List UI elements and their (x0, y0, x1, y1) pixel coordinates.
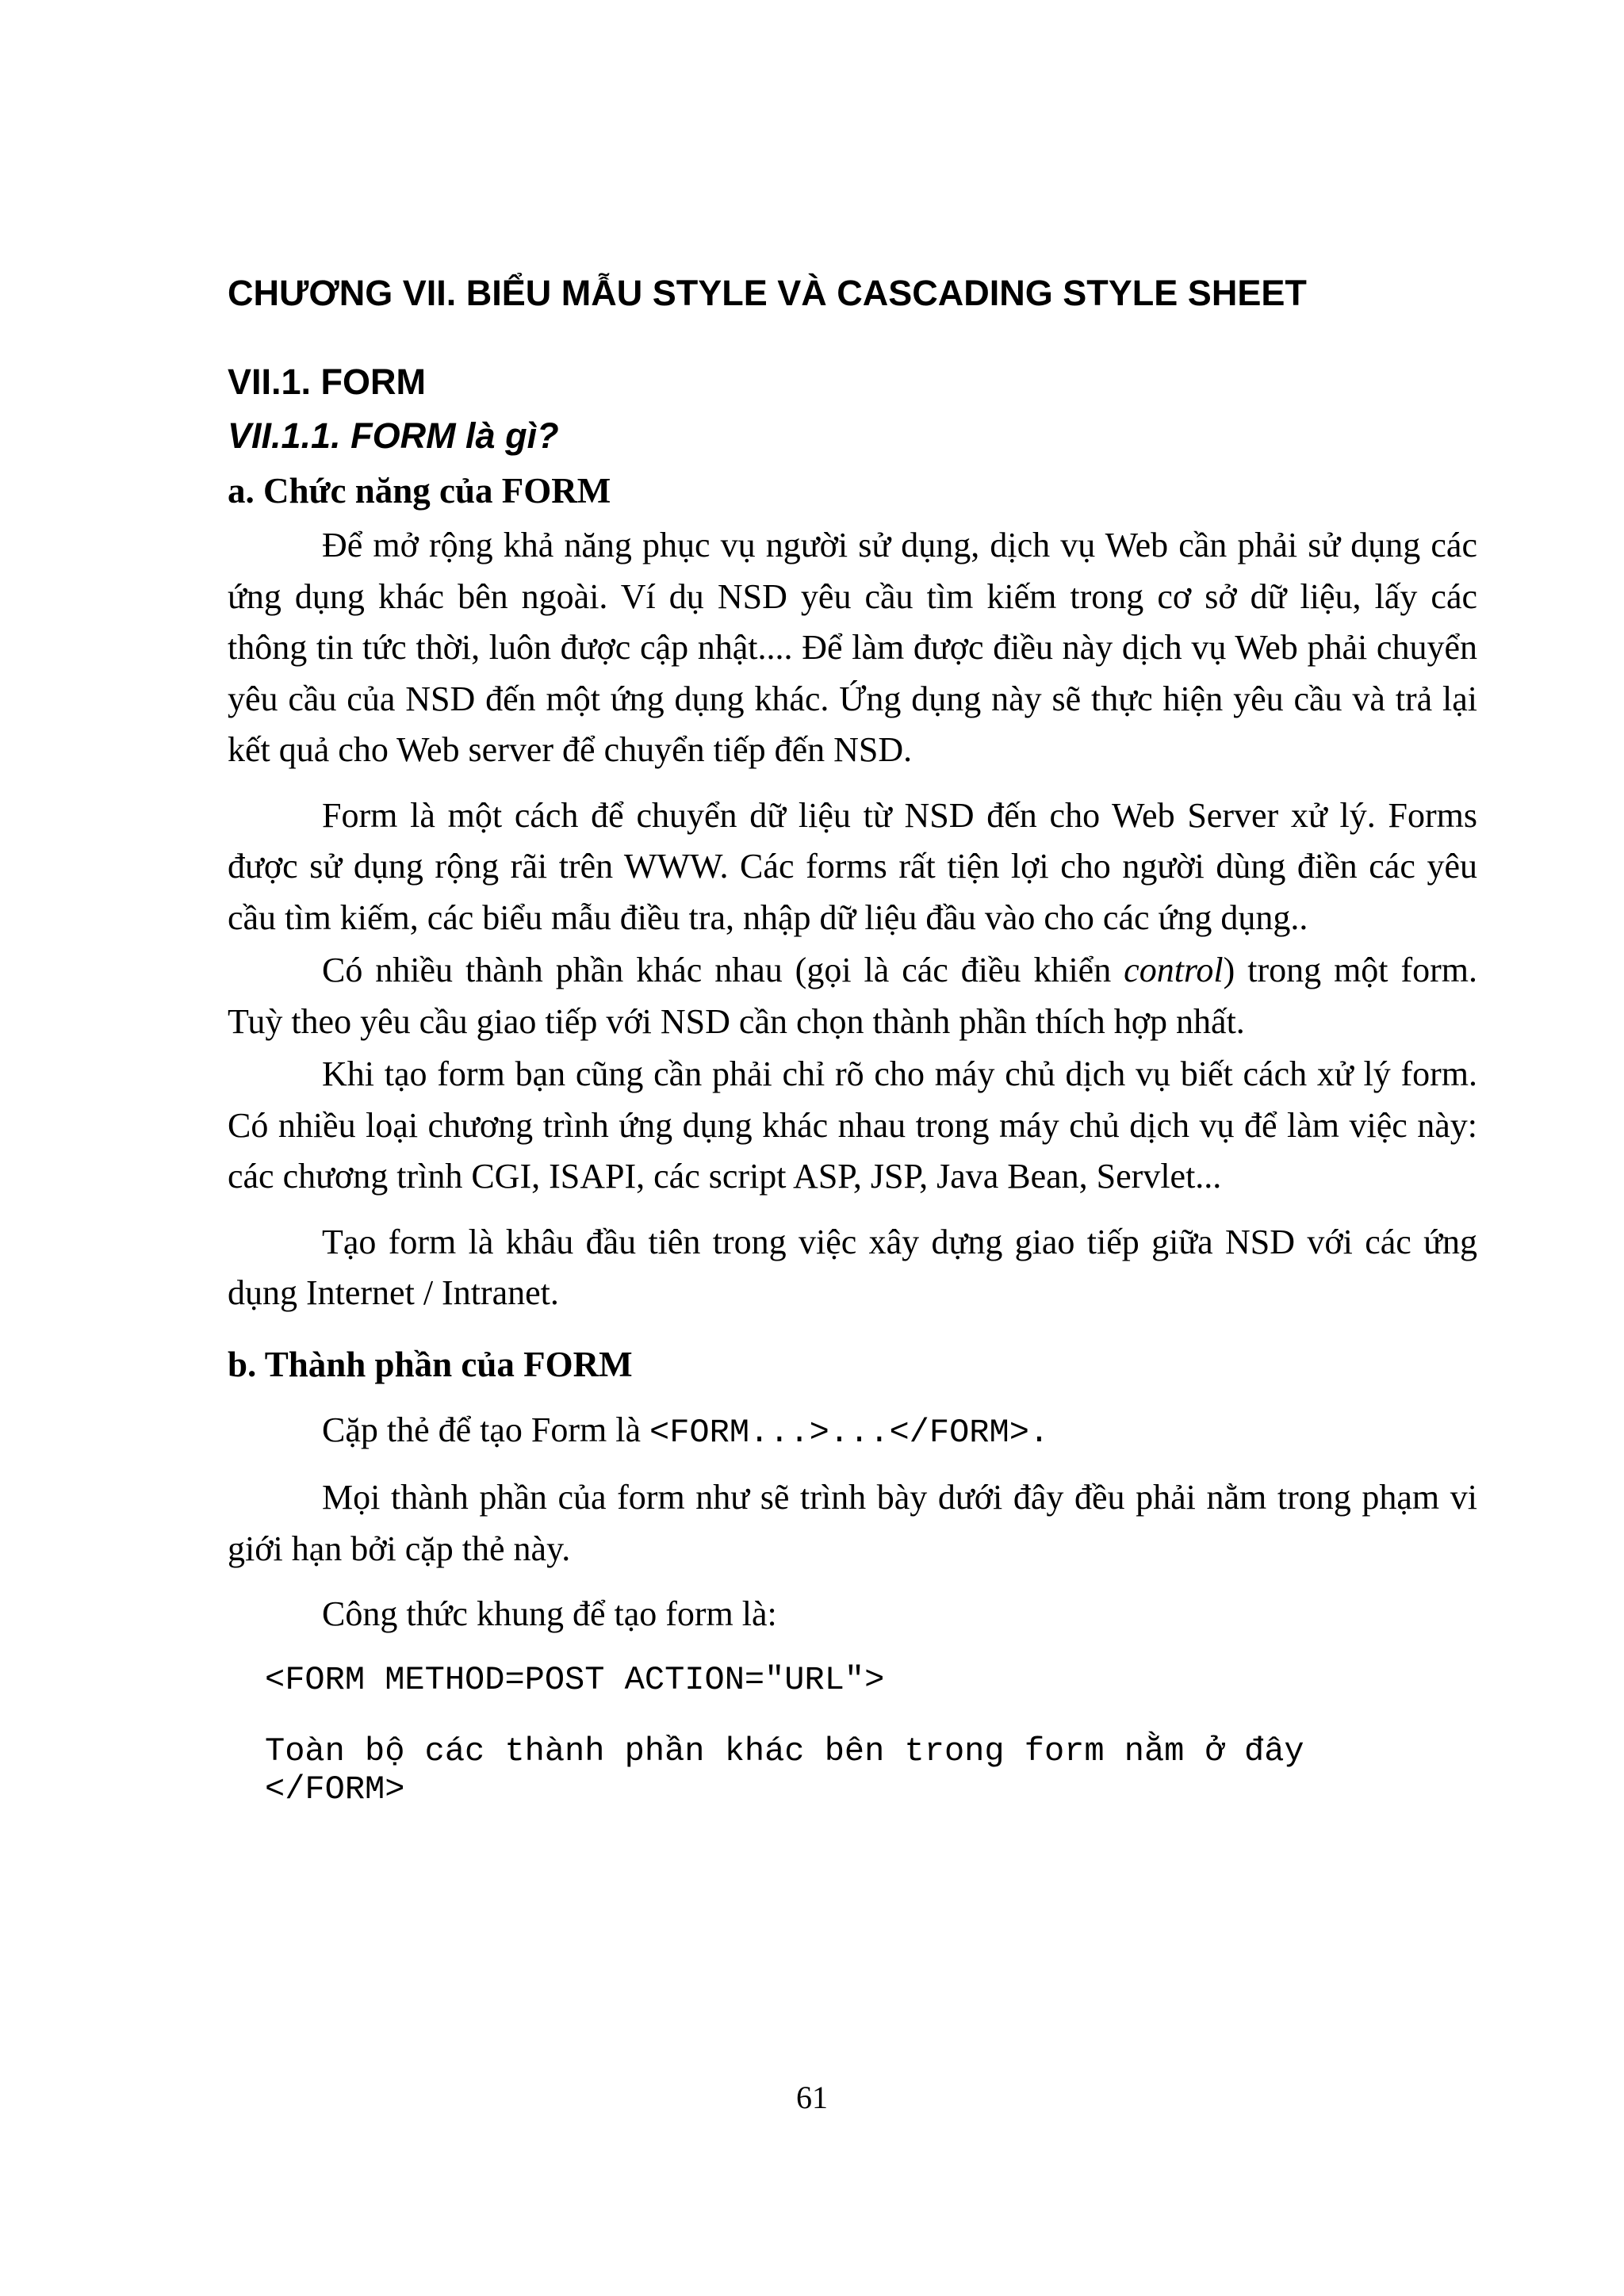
paragraph-form-template-intro: Công thức khung để tạo form là: (322, 1594, 777, 1633)
control-term: control (1124, 951, 1224, 989)
page-number: 61 (796, 2080, 828, 2115)
paragraph-form-tag-pair (228, 1405, 1477, 1459)
paragraph-controls-text-after: ) trong một form. Tuỳ theo yêu cầu giao tiếp với NSD cần chọn thành phần thích hợp nhất. (228, 951, 1478, 1041)
paragraph-form-purpose: Để mở rộng khả năng phục vụ người sử dụng, dịch vụ Web cần phải sử dụng các ứng dụng khác bên ngoài. Ví dụ NSD yêu cầu tìm kiếm trong cơ sở dữ liệu, lấy các thông tin tức thời, luôn được cập nhật.... Để làm được điều này dịch vụ Web phải chuyển yêu cầu của NSD đến một ứng dụng khác. Ứng dụng này sẽ thực hiện yêu cầu và trả lại kết quả cho Web server để chuyển tiếp đến NSD. (228, 526, 1477, 769)
code-line-form-open: <FORM METHOD=POST ACTION="URL"> (265, 1660, 885, 1699)
part-b-heading: b. Thành phần của FORM (228, 1344, 633, 1384)
chapter-title: CHƯƠNG VII. BIỂU MẪU STYLE VÀ CASCADING STYLE SHEET (228, 273, 1307, 313)
code-line-form-close: </FORM> (265, 1770, 405, 1808)
paragraph-form-definition: Form là một cách để chuyển dữ liệu từ NSD đến cho Web Server xử lý. Forms được sử dụng rộng rãi trên WWW. Các forms rất tiện lợi cho người dùng điền các yêu cầu tìm kiếm, các biểu mẫu điều tra, nhập dữ liệu đầu vào cho các ứng dụng.. (228, 795, 1477, 937)
section-title: VII.1. FORM (228, 362, 427, 402)
paragraph-form-controls (228, 945, 1477, 1047)
part-a-heading: a. Chức năng của FORM (228, 471, 611, 511)
paragraph-form-interface: Tạo form là khâu đầu tiên trong việc xây dựng giao tiếp giữa NSD với các ứng dụng Internet / Intranet. (228, 1222, 1477, 1312)
code-line-form-body: Toàn bộ các thành phần khác bên trong form nằm ở đây (265, 1732, 1304, 1770)
subsection-title: VII.1.1. FORM là gì? (228, 415, 559, 456)
paragraph-controls-text-before: Có nhiều thành phần khác nhau (gọi là các điều khiển (322, 951, 1124, 989)
paragraph-form-processing: Khi tạo form bạn cũng cần phải chỉ rõ cho máy chủ dịch vụ biết cách xử lý form. Có nhiều loại chương trình ứng dụng khác nhau trong máy chủ dịch vụ để làm việc này: các chương trình CGI, ISAPI, các script ASP, JSP, Java Bean, Servlet... (228, 1054, 1477, 1196)
document-page (228, 270, 1477, 1808)
tag-pair-text: Cặp thẻ để tạo Form là (322, 1410, 650, 1449)
paragraph-form-scope: Mọi thành phần của form như sẽ trình bày dưới đây đều phải nằm trong phạm vi giới hạn bởi cặp thẻ này. (228, 1478, 1477, 1568)
code-example (228, 1661, 1477, 1808)
tag-pair-code: <FORM...>...</FORM>. (649, 1413, 1050, 1452)
